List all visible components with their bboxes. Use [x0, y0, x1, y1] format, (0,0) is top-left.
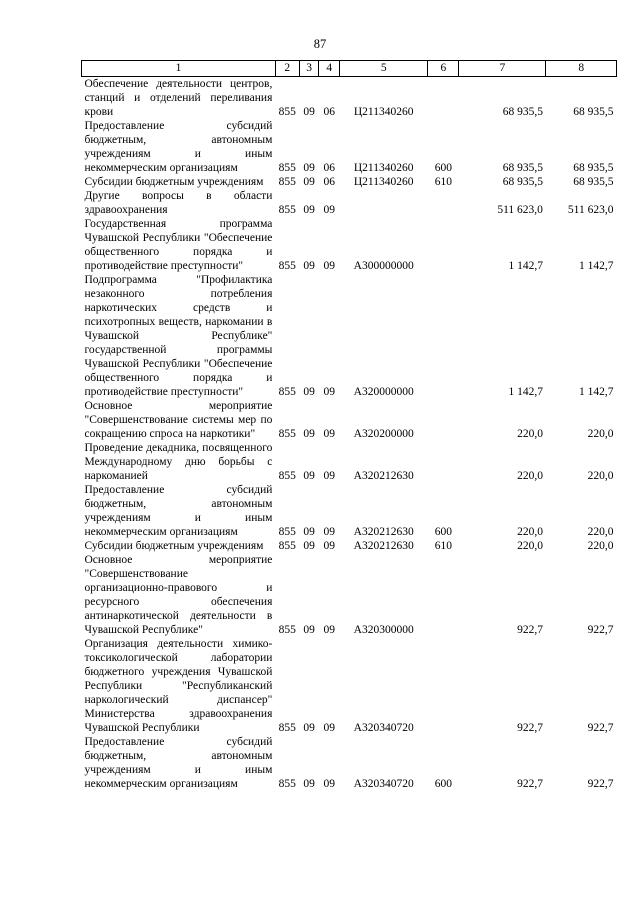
column-header-8: 8 — [546, 61, 617, 77]
row-expense-type — [428, 637, 459, 735]
row-section: 09 — [303, 470, 315, 482]
table-row — [82, 441, 617, 483]
row-amount-year1: 922,7 — [517, 624, 543, 636]
table-row — [82, 175, 617, 189]
row-subsection: 06 — [323, 176, 336, 188]
row-section: 09 — [303, 778, 315, 790]
row-chapter: 855 — [278, 204, 296, 216]
row-name: Предоставление субсидий бюджетным, автономным учреждениям и иным некоммерческим организациям — [84, 736, 273, 790]
row-target-article: А320300000 — [353, 624, 414, 636]
row-target-article — [340, 189, 428, 217]
header-row — [82, 61, 617, 77]
row-subsection: 09 — [323, 540, 336, 552]
row-amount-year2: 1 142,7 — [579, 260, 614, 272]
row-expense-type — [428, 553, 459, 637]
row-target-article: А320340720 — [353, 722, 414, 734]
row-target-article: Ц211340260 — [353, 176, 414, 188]
table-body — [82, 77, 617, 792]
row-subsection: 09 — [323, 386, 336, 398]
table-row — [82, 553, 617, 637]
row-target-article: Ц211340260 — [353, 162, 414, 174]
row-target-article: Ц211340260 — [353, 106, 414, 118]
row-expense-type: 610 — [434, 176, 452, 188]
row-expense-type: 610 — [434, 540, 452, 552]
row-amount-year2: 922,7 — [587, 778, 614, 790]
row-amount-year1: 1 142,7 — [508, 260, 543, 272]
row-subsection: 09 — [323, 204, 336, 216]
row-expense-type — [428, 77, 459, 120]
row-section: 09 — [303, 540, 315, 552]
row-amount-year1: 922,7 — [517, 722, 543, 734]
row-target-article: А320212630 — [353, 526, 414, 538]
row-subsection: 06 — [323, 106, 336, 118]
row-chapter: 855 — [278, 624, 296, 636]
table-row — [82, 735, 617, 791]
row-section: 09 — [303, 386, 315, 398]
row-chapter: 855 — [278, 428, 296, 440]
row-name: Подпрограмма "Профилактика незаконного потребления наркотических средств и психотропных веществ, наркомании в Чувашской Республике" государственной программы Чувашской Республики "Обеспечение общественного порядка и противодействие преступности" — [84, 274, 273, 398]
row-subsection: 09 — [323, 470, 336, 482]
row-subsection: 09 — [323, 624, 336, 636]
table-row — [82, 637, 617, 735]
row-section: 09 — [303, 624, 315, 636]
row-subsection: 06 — [323, 162, 336, 174]
row-section: 09 — [303, 106, 315, 118]
row-amount-year2: 220,0 — [587, 428, 614, 440]
row-amount-year1: 220,0 — [517, 540, 543, 552]
table-row — [82, 217, 617, 273]
row-expense-type: 600 — [434, 162, 452, 174]
column-header-4: 4 — [319, 61, 340, 77]
row-name: Основное мероприятие "Совершенствование системы мер по сокращению спроса на наркотики" — [84, 400, 273, 440]
table-row — [82, 273, 617, 399]
row-target-article: А320000000 — [353, 386, 414, 398]
page-number: 87 — [313, 37, 327, 51]
column-header-1: 1 — [82, 61, 276, 77]
row-amount-year1: 68 935,5 — [502, 162, 543, 174]
row-section: 09 — [303, 176, 315, 188]
row-amount-year1: 68 935,5 — [502, 176, 543, 188]
row-name: Субсидии бюджетным учреждениям — [84, 176, 264, 188]
row-name: Обеспечение деятельности центров, станций и отделений переливания крови — [84, 78, 273, 118]
row-chapter: 855 — [278, 106, 296, 118]
row-chapter: 855 — [278, 778, 296, 790]
row-amount-year2: 68 935,5 — [573, 106, 614, 118]
row-target-article: А320212630 — [353, 470, 414, 482]
row-amount-year1: 511 623,0 — [497, 204, 543, 216]
row-name: Государственная программа Чувашской Республики "Обеспечение общественного порядка и противодействие преступности" — [84, 218, 273, 272]
row-amount-year1: 220,0 — [517, 470, 543, 482]
row-section: 09 — [303, 526, 315, 538]
row-target-article: А300000000 — [353, 260, 414, 272]
row-section: 09 — [303, 260, 315, 272]
row-section: 09 — [303, 722, 315, 734]
row-subsection: 09 — [323, 778, 336, 790]
row-section: 09 — [303, 428, 315, 440]
row-chapter: 855 — [278, 722, 296, 734]
row-amount-year2: 220,0 — [587, 540, 614, 552]
row-name: Предоставление субсидий бюджетным, автономным учреждениям и иным некоммерческим организациям — [84, 120, 273, 174]
row-chapter: 855 — [278, 162, 296, 174]
row-target-article: А320340720 — [353, 778, 414, 790]
row-amount-year2: 220,0 — [587, 470, 614, 482]
row-amount-year2: 68 935,5 — [573, 162, 614, 174]
column-header-7: 7 — [459, 61, 546, 77]
column-header-5: 5 — [340, 61, 428, 77]
table-row — [82, 119, 617, 175]
column-header-3: 3 — [299, 61, 319, 77]
budget-table — [81, 60, 617, 791]
row-expense-type: 600 — [434, 778, 452, 790]
row-expense-type: 600 — [434, 526, 452, 538]
row-name: Проведение декадника, посвященного Международному дню борьбы с наркоманией — [84, 442, 273, 482]
column-header-6: 6 — [428, 61, 459, 77]
row-amount-year2: 922,7 — [587, 624, 614, 636]
row-name: Другие вопросы в области здравоохранения — [84, 190, 273, 216]
row-chapter: 855 — [278, 260, 296, 272]
row-chapter: 855 — [278, 526, 296, 538]
row-chapter: 855 — [278, 176, 296, 188]
table-header — [82, 61, 617, 77]
row-amount-year2: 220,0 — [587, 526, 614, 538]
row-amount-year2: 511 623,0 — [567, 204, 614, 216]
table-row — [82, 77, 617, 120]
row-name: Предоставление субсидий бюджетным, автономным учреждениям и иным некоммерческим организациям — [84, 484, 273, 538]
row-expense-type — [428, 441, 459, 483]
row-subsection: 09 — [323, 428, 336, 440]
row-chapter: 855 — [278, 470, 296, 482]
row-amount-year2: 1 142,7 — [579, 386, 614, 398]
row-section: 09 — [303, 162, 315, 174]
row-subsection: 09 — [323, 722, 336, 734]
row-chapter: 855 — [278, 540, 296, 552]
row-section: 09 — [303, 204, 315, 216]
row-name: Основное мероприятие "Совершенствование организационно-правового и ресурсного обеспечения антинаркотической деятельности в Чувашской Республике" — [84, 554, 273, 636]
row-expense-type — [428, 217, 459, 273]
table-row — [82, 539, 617, 553]
column-header-2: 2 — [275, 61, 299, 77]
row-expense-type — [428, 399, 459, 441]
row-amount-year1: 922,7 — [517, 778, 543, 790]
row-amount-year1: 220,0 — [517, 428, 543, 440]
row-target-article: А320212630 — [353, 540, 414, 552]
table-row — [82, 483, 617, 539]
row-amount-year1: 1 142,7 — [508, 386, 543, 398]
row-expense-type — [428, 273, 459, 399]
row-subsection: 09 — [323, 260, 336, 272]
row-expense-type — [428, 189, 459, 217]
row-target-article: А320200000 — [353, 428, 414, 440]
row-amount-year1: 220,0 — [517, 526, 543, 538]
row-amount-year1: 68 935,5 — [502, 106, 543, 118]
row-amount-year2: 922,7 — [587, 722, 614, 734]
row-chapter: 855 — [278, 386, 296, 398]
row-subsection: 09 — [323, 526, 336, 538]
table-row — [82, 189, 617, 217]
row-name: Организация деятельности химико-токсикологической лаборатории бюджетного учреждения Чувашской Республики "Республиканский наркологический диспансер" Министерства здравоохранения Чувашской Республики — [84, 638, 273, 734]
table-row — [82, 399, 617, 441]
row-name: Субсидии бюджетным учреждениям — [84, 540, 264, 552]
row-amount-year2: 68 935,5 — [573, 176, 614, 188]
